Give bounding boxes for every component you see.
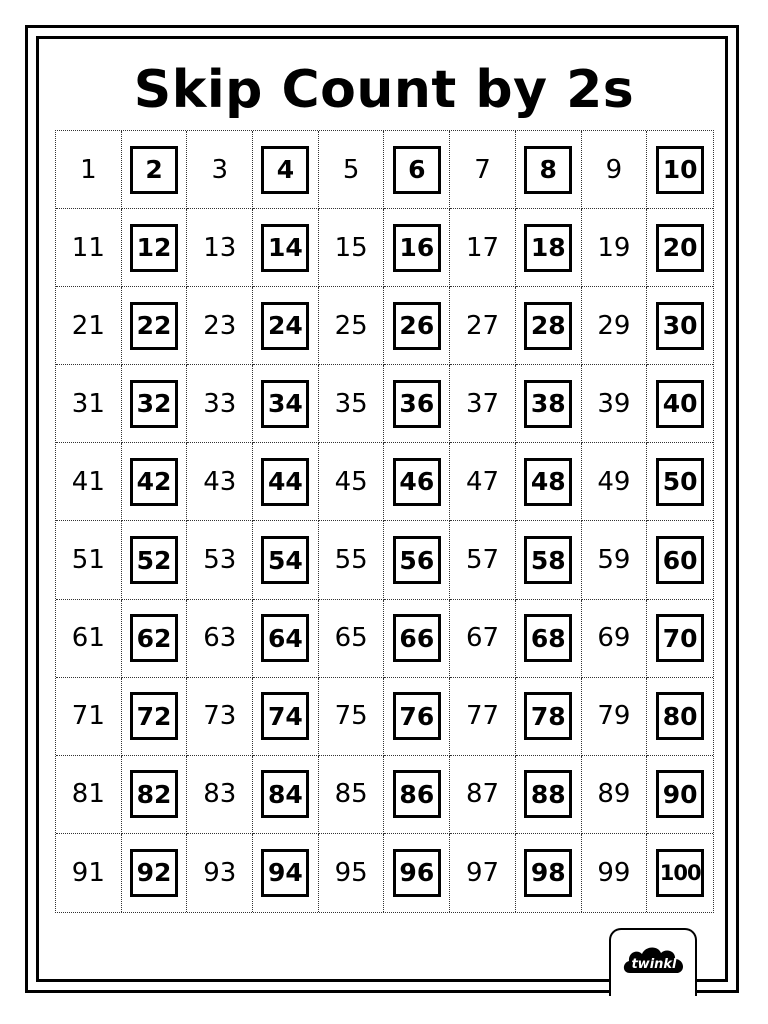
grid-cell (122, 131, 188, 209)
grid-cell (647, 600, 713, 678)
grid-cell (516, 209, 582, 287)
grid-cell (647, 443, 713, 521)
plain-number: 51 (71, 545, 105, 576)
grid-cell (319, 131, 385, 209)
plain-number: 95 (334, 857, 368, 888)
grid-cell (384, 756, 450, 834)
grid-cell (384, 365, 450, 443)
grid-cell (582, 365, 648, 443)
grid-cell (187, 756, 253, 834)
boxed-number: 96 (393, 849, 441, 897)
plain-number: 73 (203, 701, 237, 732)
boxed-number: 72 (130, 692, 178, 740)
plain-number: 11 (71, 232, 105, 263)
grid-cell (122, 443, 188, 521)
grid-cell (187, 131, 253, 209)
plain-number: 35 (334, 388, 368, 419)
boxed-number: 32 (130, 380, 178, 428)
grid-cell (319, 443, 385, 521)
page-title: Skip Count by 2s (133, 60, 635, 120)
boxed-number: 80 (656, 692, 704, 740)
plain-number: 25 (334, 310, 368, 341)
boxed-number: 8 (524, 146, 572, 194)
grid-cell (56, 834, 122, 912)
grid-cell (56, 521, 122, 599)
plain-number: 23 (203, 310, 237, 341)
grid-cell (253, 834, 319, 912)
plain-number: 89 (597, 779, 631, 810)
grid-cell (253, 678, 319, 756)
grid-cell (56, 287, 122, 365)
grid-cell (582, 287, 648, 365)
grid-cell (647, 209, 713, 287)
grid-cell (187, 209, 253, 287)
grid-cell (450, 287, 516, 365)
boxed-number: 12 (130, 224, 178, 272)
grid-cell (450, 834, 516, 912)
boxed-number: 16 (393, 224, 441, 272)
plain-number: 17 (465, 232, 500, 263)
boxed-number: 56 (393, 536, 441, 584)
plain-number: 15 (334, 232, 368, 263)
boxed-number: 58 (524, 536, 572, 584)
plain-number: 63 (203, 623, 237, 654)
grid-cell (582, 756, 648, 834)
boxed-number: 42 (130, 458, 178, 506)
grid-cell (450, 600, 516, 678)
plain-number: 91 (71, 857, 105, 888)
grid-cell (516, 131, 582, 209)
grid-cell (122, 209, 188, 287)
plain-number: 37 (465, 388, 500, 419)
grid-cell (516, 678, 582, 756)
plain-number: 77 (465, 701, 500, 732)
plain-number: 71 (71, 701, 105, 732)
grid-cell (319, 834, 385, 912)
boxed-number: 48 (524, 458, 572, 506)
grid-cell (319, 756, 385, 834)
plain-number: 39 (597, 388, 631, 419)
boxed-number: 68 (524, 614, 572, 662)
boxed-number: 62 (130, 614, 178, 662)
boxed-number: 66 (393, 614, 441, 662)
plain-number: 1 (80, 154, 97, 185)
grid-cell (384, 678, 450, 756)
plain-number: 97 (465, 857, 500, 888)
boxed-number: 92 (130, 849, 178, 897)
grid-cell (122, 834, 188, 912)
grid-cell (384, 131, 450, 209)
plain-number: 59 (597, 545, 631, 576)
grid-cell (319, 287, 385, 365)
plain-number: 5 (342, 154, 360, 185)
boxed-number: 94 (261, 849, 309, 897)
grid-cell (582, 521, 648, 599)
grid-cell (319, 678, 385, 756)
boxed-number: 36 (393, 380, 441, 428)
grid-cell (319, 521, 385, 599)
boxed-number: 6 (393, 146, 441, 194)
grid-cell (384, 443, 450, 521)
grid-cell (516, 756, 582, 834)
grid-cell (56, 209, 122, 287)
grid-cell (384, 209, 450, 287)
plain-number: 57 (465, 545, 500, 576)
plain-number: 65 (334, 623, 368, 654)
grid-cell (450, 678, 516, 756)
grid-cell (647, 834, 713, 912)
grid-cell (253, 521, 319, 599)
grid-cell (56, 131, 122, 209)
grid-cell (582, 209, 648, 287)
grid-cell (319, 365, 385, 443)
plain-number: 29 (597, 310, 631, 341)
grid-cell (582, 600, 648, 678)
boxed-number: 82 (130, 770, 178, 818)
boxed-number: 46 (393, 458, 441, 506)
plain-number: 9 (605, 154, 623, 185)
boxed-number: 10 (656, 146, 704, 194)
boxed-number: 64 (261, 614, 309, 662)
grid-cell (582, 131, 648, 209)
grid-cell (582, 443, 648, 521)
boxed-number: 90 (656, 770, 704, 818)
grid-cell (253, 209, 319, 287)
grid-cell (253, 287, 319, 365)
boxed-number: 74 (261, 692, 309, 740)
boxed-number: 24 (261, 302, 309, 350)
grid-cell (516, 521, 582, 599)
boxed-number: 18 (524, 224, 572, 272)
plain-number: 47 (465, 466, 500, 497)
plain-number: 55 (334, 545, 368, 576)
logo-text: twinkl (631, 957, 677, 972)
grid-cell (516, 834, 582, 912)
plain-number: 75 (334, 701, 368, 732)
grid-cell (253, 600, 319, 678)
grid-cell (187, 678, 253, 756)
boxed-number: 50 (656, 458, 704, 506)
grid-cell (450, 756, 516, 834)
grid-cell (122, 521, 188, 599)
grid-cell (122, 287, 188, 365)
grid-cell (187, 600, 253, 678)
plain-number: 7 (474, 154, 491, 185)
plain-number: 87 (465, 779, 500, 810)
grid-cell (122, 756, 188, 834)
plain-number: 43 (203, 466, 237, 497)
plain-number: 53 (203, 545, 237, 576)
boxed-number: 4 (261, 146, 309, 194)
grid-cell (647, 287, 713, 365)
grid-cell (647, 365, 713, 443)
boxed-number: 88 (524, 770, 572, 818)
grid-cell (582, 834, 648, 912)
boxed-number: 20 (656, 224, 704, 272)
boxed-number: 2 (130, 146, 178, 194)
grid-cell (319, 209, 385, 287)
boxed-number: 22 (130, 302, 178, 350)
plain-number: 27 (465, 310, 500, 341)
grid-cell (56, 365, 122, 443)
grid-cell (647, 678, 713, 756)
grid-cell (450, 443, 516, 521)
grid-cell (516, 287, 582, 365)
grid-cell (516, 443, 582, 521)
plain-number: 81 (71, 779, 105, 810)
grid-cell (450, 521, 516, 599)
boxed-number: 98 (524, 849, 572, 897)
grid-cell (516, 365, 582, 443)
grid-cell (56, 443, 122, 521)
plain-number: 79 (597, 701, 631, 732)
plain-number: 69 (597, 623, 631, 654)
grid-cell (647, 521, 713, 599)
grid-cell (384, 834, 450, 912)
plain-number: 3 (211, 154, 229, 185)
boxed-number: 60 (656, 536, 704, 584)
boxed-number: 14 (261, 224, 309, 272)
grid-cell (450, 131, 516, 209)
grid-cell (647, 756, 713, 834)
grid-cell (187, 834, 253, 912)
grid-cell (253, 365, 319, 443)
boxed-number: 26 (393, 302, 441, 350)
grid-cell (450, 365, 516, 443)
grid-cell (187, 443, 253, 521)
grid-cell (122, 600, 188, 678)
hundred-square-grid (55, 130, 714, 913)
plain-number: 85 (334, 779, 368, 810)
plain-number: 33 (203, 388, 237, 419)
grid-cell (516, 600, 582, 678)
boxed-number: 86 (393, 770, 441, 818)
grid-cell (384, 600, 450, 678)
plain-number: 83 (203, 779, 237, 810)
boxed-number: 100 (656, 849, 704, 897)
plain-number: 67 (465, 623, 500, 654)
boxed-number: 38 (524, 380, 572, 428)
plain-number: 13 (203, 232, 237, 263)
grid-cell (56, 600, 122, 678)
grid-cell (56, 678, 122, 756)
plain-number: 21 (71, 310, 105, 341)
boxed-number: 34 (261, 380, 309, 428)
boxed-number: 52 (130, 536, 178, 584)
boxed-number: 44 (261, 458, 309, 506)
grid-cell (56, 756, 122, 834)
logo-tab (609, 928, 697, 996)
grid-cell (187, 521, 253, 599)
boxed-number: 30 (656, 302, 704, 350)
grid-cell (122, 678, 188, 756)
boxed-number: 78 (524, 692, 572, 740)
grid-cell (187, 365, 253, 443)
grid-cell (253, 131, 319, 209)
plain-number: 99 (597, 857, 631, 888)
twinkl-cloud-logo-icon (620, 943, 688, 979)
plain-number: 31 (71, 388, 105, 419)
plain-number: 19 (597, 232, 631, 263)
plain-number: 61 (71, 623, 105, 654)
plain-number: 41 (71, 466, 105, 497)
grid-cell (450, 209, 516, 287)
boxed-number: 84 (261, 770, 309, 818)
grid-cell (384, 521, 450, 599)
grid-cell (122, 365, 188, 443)
grid-cell (384, 287, 450, 365)
boxed-number: 54 (261, 536, 309, 584)
grid-cell (253, 756, 319, 834)
grid-cell (187, 287, 253, 365)
boxed-number: 40 (656, 380, 704, 428)
grid-cell (319, 600, 385, 678)
grid-cell (582, 678, 648, 756)
plain-number: 93 (203, 857, 237, 888)
grid-cell (647, 131, 713, 209)
plain-number: 45 (334, 466, 368, 497)
boxed-number: 76 (393, 692, 441, 740)
boxed-number: 28 (524, 302, 572, 350)
grid-cell (253, 443, 319, 521)
boxed-number: 70 (656, 614, 704, 662)
plain-number: 49 (597, 466, 631, 497)
